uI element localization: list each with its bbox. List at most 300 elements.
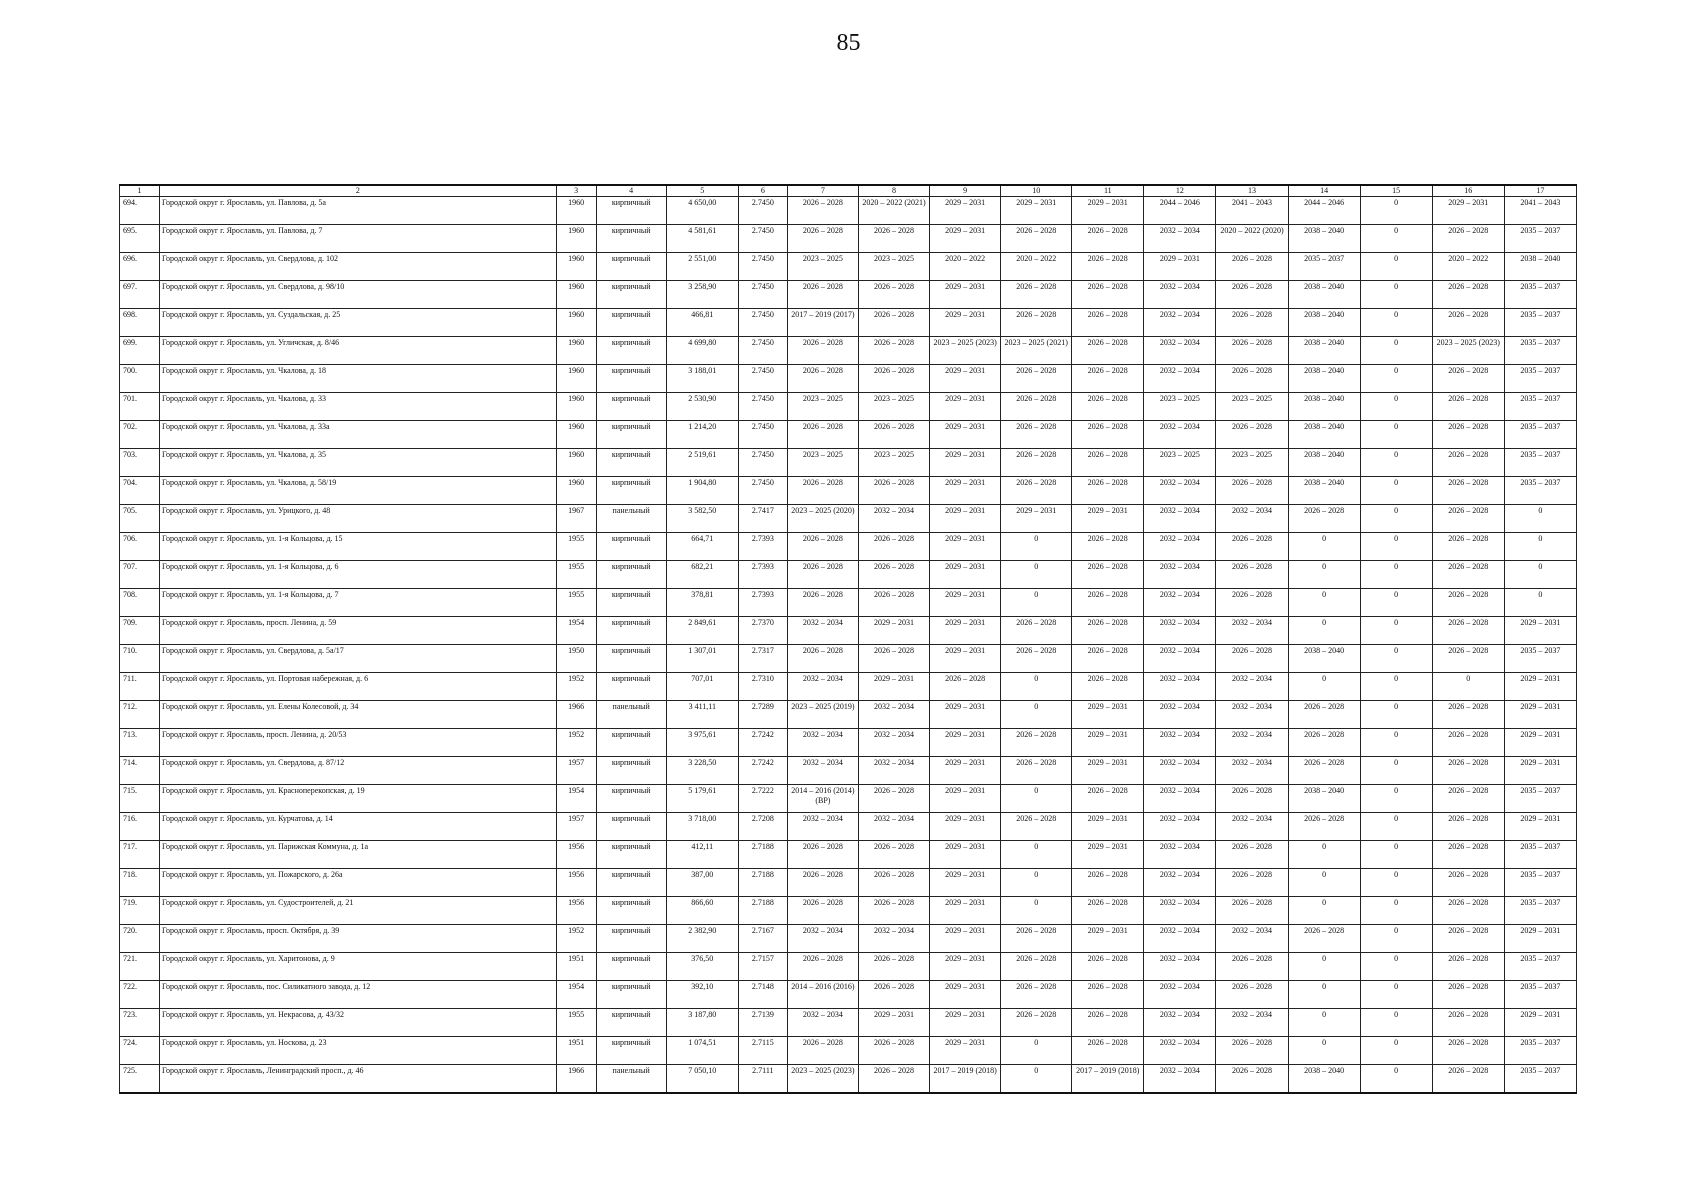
table-row <box>120 197 1577 225</box>
table-cell: 387,00 <box>666 869 738 897</box>
table-cell: 0 <box>1360 1037 1432 1065</box>
table-cell: 2026 – 2028 <box>1216 841 1288 869</box>
table-cell: 2014 – 2016 (2014) (ВР) <box>787 785 858 813</box>
register-table <box>119 184 1577 1094</box>
table-cell: 2026 – 2028 <box>1288 757 1360 785</box>
column-number: 13 <box>1216 185 1288 197</box>
table-cell: 2023 – 2025 <box>1144 393 1216 421</box>
table-cell: 2029 – 2031 <box>930 813 1001 841</box>
table-row <box>120 1037 1577 1065</box>
table-cell: 2026 – 2028 <box>1072 365 1144 393</box>
address-cell: Городской округ г. Ярославль, ул. Свердлова, д. 102 <box>160 253 557 281</box>
table-cell: 2032 – 2034 <box>1144 561 1216 589</box>
table-row <box>120 225 1577 253</box>
table-row <box>120 953 1577 981</box>
row-number-cell: 704. <box>120 477 160 505</box>
table-cell: 2023 – 2025 (2021) <box>1001 337 1072 365</box>
table-cell: 2.7450 <box>738 253 787 281</box>
table-cell: 2017 – 2019 (2018) <box>1072 1065 1144 1094</box>
table-cell: 0 <box>1360 645 1432 673</box>
table-cell: 2026 – 2028 <box>1432 729 1504 757</box>
table-cell: 0 <box>1001 897 1072 925</box>
table-cell: 0 <box>1360 505 1432 533</box>
table-cell: 2038 – 2040 <box>1288 449 1360 477</box>
table-cell: 2026 – 2028 <box>787 365 858 393</box>
table-cell: 2026 – 2028 <box>1072 225 1144 253</box>
table-cell: 2029 – 2031 <box>930 729 1001 757</box>
row-number-cell: 710. <box>120 645 160 673</box>
table-cell: 0 <box>1001 673 1072 701</box>
table-cell: 2032 – 2034 <box>1144 1037 1216 1065</box>
table-cell: 2020 – 2022 <box>930 253 1001 281</box>
column-number: 8 <box>858 185 929 197</box>
table-cell: 2023 – 2025 (2023) <box>1432 337 1504 365</box>
table-cell: 0 <box>1288 1037 1360 1065</box>
table-cell: 0 <box>1360 365 1432 393</box>
table-cell: 2035 – 2037 <box>1504 281 1576 309</box>
table-cell: 2023 – 2025 (2023) <box>930 337 1001 365</box>
table-cell: 0 <box>1360 589 1432 617</box>
table-cell: 0 <box>1360 673 1432 701</box>
table-cell: 2026 – 2028 <box>1216 1065 1288 1094</box>
table-cell: 1957 <box>556 813 596 841</box>
table-cell: 0 <box>1360 477 1432 505</box>
table-cell: 2026 – 2028 <box>858 421 929 449</box>
table-cell: 0 <box>1360 701 1432 729</box>
table-cell: 2026 – 2028 <box>1432 785 1504 813</box>
table-cell: 0 <box>1001 785 1072 813</box>
table-cell: 2032 – 2034 <box>787 925 858 953</box>
row-number-cell: 715. <box>120 785 160 813</box>
table-cell: 2029 – 2031 <box>858 617 929 645</box>
table-cell: 2026 – 2028 <box>1001 365 1072 393</box>
table-cell: 2020 – 2022 (2020) <box>1216 225 1288 253</box>
table-cell: 2029 – 2031 <box>930 841 1001 869</box>
address-cell: Городской округ г. Ярославль, ул. Красноперекопская, д. 19 <box>160 785 557 813</box>
table-cell: 2.7115 <box>738 1037 787 1065</box>
table-cell: 2.7188 <box>738 841 787 869</box>
address-cell: Городской округ г. Ярославль, ул. Харитонова, д. 9 <box>160 953 557 981</box>
table-row <box>120 1065 1577 1094</box>
table-cell: кирпичный <box>596 925 666 953</box>
table-cell: 1960 <box>556 337 596 365</box>
table-cell: кирпичный <box>596 841 666 869</box>
table-cell: 2026 – 2028 <box>1216 421 1288 449</box>
table-cell: 0 <box>1360 449 1432 477</box>
table-cell: 2023 – 2025 <box>858 253 929 281</box>
table-cell: 2026 – 2028 <box>1072 337 1144 365</box>
table-cell: 2029 – 2031 <box>930 869 1001 897</box>
table-cell: 2026 – 2028 <box>787 897 858 925</box>
column-number: 3 <box>556 185 596 197</box>
table-cell: 2020 – 2022 <box>1001 253 1072 281</box>
column-number: 1 <box>120 185 160 197</box>
table-cell: 1966 <box>556 701 596 729</box>
row-number-cell: 702. <box>120 421 160 449</box>
table-row <box>120 981 1577 1009</box>
table-cell: 0 <box>1360 897 1432 925</box>
table-cell: 1955 <box>556 561 596 589</box>
table-cell: 1 214,20 <box>666 421 738 449</box>
table-row <box>120 561 1577 589</box>
table-cell: 2026 – 2028 <box>1288 729 1360 757</box>
table-cell: 2.7188 <box>738 869 787 897</box>
table-cell: 2029 – 2031 <box>930 449 1001 477</box>
table-cell: 0 <box>1288 561 1360 589</box>
table-cell: 0 <box>1001 589 1072 617</box>
table-cell: 2029 – 2031 <box>1504 813 1576 841</box>
table-row <box>120 337 1577 365</box>
table-cell: 2032 – 2034 <box>1144 589 1216 617</box>
table-cell: кирпичный <box>596 253 666 281</box>
row-number-cell: 714. <box>120 757 160 785</box>
table-cell: 2035 – 2037 <box>1504 393 1576 421</box>
table-cell: 1951 <box>556 953 596 981</box>
address-cell: Городской округ г. Ярославль, ул. Угличская, д. 8/46 <box>160 337 557 365</box>
address-cell: Городской округ г. Ярославль, ул. Павлова, д. 5а <box>160 197 557 225</box>
table-row <box>120 1009 1577 1037</box>
table-cell: 2.7148 <box>738 981 787 1009</box>
table-cell: 2032 – 2034 <box>1216 673 1288 701</box>
table-cell: 2026 – 2028 <box>858 897 929 925</box>
table-cell: 2026 – 2028 <box>858 981 929 1009</box>
table-cell: 2026 – 2028 <box>930 673 1001 701</box>
table-cell: 2029 – 2031 <box>930 281 1001 309</box>
table-cell: 1966 <box>556 1065 596 1094</box>
table-cell: 2 530,90 <box>666 393 738 421</box>
table-cell: 2023 – 2025 (2023) <box>787 1065 858 1094</box>
table-cell: кирпичный <box>596 449 666 477</box>
table-cell: 2035 – 2037 <box>1504 869 1576 897</box>
table-cell: кирпичный <box>596 589 666 617</box>
table-cell: 0 <box>1360 925 1432 953</box>
table-cell: 2029 – 2031 <box>930 1037 1001 1065</box>
table-cell: 2.7417 <box>738 505 787 533</box>
table-cell: 2032 – 2034 <box>1144 365 1216 393</box>
table-cell: 2038 – 2040 <box>1504 253 1576 281</box>
table-cell: 2035 – 2037 <box>1504 449 1576 477</box>
table-cell: 2029 – 2031 <box>930 393 1001 421</box>
table-cell: 2026 – 2028 <box>1216 253 1288 281</box>
table-cell: 2026 – 2028 <box>1072 617 1144 645</box>
table-cell: 2.7450 <box>738 365 787 393</box>
table-cell: 1954 <box>556 785 596 813</box>
table-cell: 0 <box>1001 533 1072 561</box>
table-cell: 2023 – 2025 <box>1144 449 1216 477</box>
table-cell: 2026 – 2028 <box>1216 785 1288 813</box>
table-cell: 4 581,61 <box>666 225 738 253</box>
table-cell: 2032 – 2034 <box>858 757 929 785</box>
table-cell: кирпичный <box>596 729 666 757</box>
table-cell: 2032 – 2034 <box>1144 309 1216 337</box>
table-cell: 2032 – 2034 <box>1144 477 1216 505</box>
table-cell: 2032 – 2034 <box>1216 757 1288 785</box>
table-cell: 2038 – 2040 <box>1288 785 1360 813</box>
table-cell: 2029 – 2031 <box>1072 841 1144 869</box>
table-cell: 682,21 <box>666 561 738 589</box>
table-cell: 2026 – 2028 <box>1001 1009 1072 1037</box>
table-cell: 2044 – 2046 <box>1288 197 1360 225</box>
table-cell: 2026 – 2028 <box>858 645 929 673</box>
table-cell: 2032 – 2034 <box>858 505 929 533</box>
address-cell: Городской округ г. Ярославль, пос. Силикатного завода, д. 12 <box>160 981 557 1009</box>
table-cell: 2032 – 2034 <box>1216 729 1288 757</box>
table-cell: кирпичный <box>596 645 666 673</box>
table-cell: 2029 – 2031 <box>1504 757 1576 785</box>
table-cell: 2029 – 2031 <box>1504 729 1576 757</box>
address-cell: Городской округ г. Ярославль, ул. Пожарского, д. 26а <box>160 869 557 897</box>
table-cell: 2026 – 2028 <box>858 309 929 337</box>
table-cell: 2029 – 2031 <box>858 673 929 701</box>
table-cell: 0 <box>1288 1009 1360 1037</box>
table-cell: 2026 – 2028 <box>1432 925 1504 953</box>
address-cell: Городской округ г. Ярославль, ул. Суздальская, д. 25 <box>160 309 557 337</box>
table-row <box>120 589 1577 617</box>
table-cell: 2026 – 2028 <box>1072 449 1144 477</box>
row-number-cell: 706. <box>120 533 160 561</box>
table-row <box>120 505 1577 533</box>
address-cell: Городской округ г. Ярославль, ул. Свердлова, д. 5а/17 <box>160 645 557 673</box>
table-cell: 2029 – 2031 <box>1504 925 1576 953</box>
table-cell: кирпичный <box>596 897 666 925</box>
table-row <box>120 785 1577 813</box>
table-cell: 0 <box>1504 561 1576 589</box>
table-cell: 2026 – 2028 <box>1432 701 1504 729</box>
table-cell: 2026 – 2028 <box>1001 953 1072 981</box>
table-cell: 2026 – 2028 <box>787 561 858 589</box>
table-cell: 2032 – 2034 <box>1144 869 1216 897</box>
table-row <box>120 701 1577 729</box>
table-cell: 2029 – 2031 <box>930 925 1001 953</box>
table-cell: 2023 – 2025 <box>787 393 858 421</box>
table-cell: 2026 – 2028 <box>1216 645 1288 673</box>
table-cell: 0 <box>1288 953 1360 981</box>
table-cell: 2029 – 2031 <box>1072 505 1144 533</box>
table-cell: 2026 – 2028 <box>1001 981 1072 1009</box>
table-cell: 2032 – 2034 <box>1144 757 1216 785</box>
table-cell: 2026 – 2028 <box>1072 869 1144 897</box>
table-cell: 0 <box>1288 897 1360 925</box>
table-cell: 3 187,80 <box>666 1009 738 1037</box>
table-cell: 2035 – 2037 <box>1504 337 1576 365</box>
table-cell: 0 <box>1360 1009 1432 1037</box>
column-number: 7 <box>787 185 858 197</box>
row-number-cell: 697. <box>120 281 160 309</box>
table-cell: 2035 – 2037 <box>1504 841 1576 869</box>
table-cell: 1952 <box>556 925 596 953</box>
table-cell: 2026 – 2028 <box>787 1037 858 1065</box>
table-cell: 2038 – 2040 <box>1288 281 1360 309</box>
table-cell: 2026 – 2028 <box>1216 365 1288 393</box>
table-cell: 2026 – 2028 <box>1432 421 1504 449</box>
table-cell: 2029 – 2031 <box>930 953 1001 981</box>
table-cell: 3 718,00 <box>666 813 738 841</box>
table-row <box>120 757 1577 785</box>
table-cell: 2029 – 2031 <box>930 561 1001 589</box>
address-cell: Городской округ г. Ярославль, ул. Елены Колесовой, д. 34 <box>160 701 557 729</box>
table-cell: 2032 – 2034 <box>787 673 858 701</box>
table-cell: 2026 – 2028 <box>1072 281 1144 309</box>
table-cell: 2032 – 2034 <box>1144 421 1216 449</box>
table-cell: 2026 – 2028 <box>1216 1037 1288 1065</box>
table-cell: кирпичный <box>596 393 666 421</box>
table-cell: 2026 – 2028 <box>1432 897 1504 925</box>
table-cell: 0 <box>1360 309 1432 337</box>
table-cell: 2032 – 2034 <box>1144 897 1216 925</box>
table-cell: 4 699,80 <box>666 337 738 365</box>
table-cell: 2.7222 <box>738 785 787 813</box>
table-cell: 2029 – 2031 <box>930 981 1001 1009</box>
table-cell: кирпичный <box>596 757 666 785</box>
table-cell: 2026 – 2028 <box>1432 281 1504 309</box>
table-cell: 2038 – 2040 <box>1288 225 1360 253</box>
table-cell: 2029 – 2031 <box>1504 673 1576 701</box>
table-cell: 2.7450 <box>738 281 787 309</box>
table-cell: 0 <box>1360 281 1432 309</box>
table-cell: кирпичный <box>596 421 666 449</box>
table-cell: 866,60 <box>666 897 738 925</box>
table-cell: 2029 – 2031 <box>930 757 1001 785</box>
table-cell: 2029 – 2031 <box>930 225 1001 253</box>
table-cell: кирпичный <box>596 477 666 505</box>
table-cell: 2026 – 2028 <box>1432 589 1504 617</box>
row-number-cell: 725. <box>120 1065 160 1094</box>
table-cell: 2032 – 2034 <box>1144 813 1216 841</box>
table-cell: 2029 – 2031 <box>930 1009 1001 1037</box>
table-cell: 1960 <box>556 225 596 253</box>
table-cell: 2032 – 2034 <box>1144 645 1216 673</box>
table-cell: 2029 – 2031 <box>1072 701 1144 729</box>
table-cell: 2020 – 2022 (2021) <box>858 197 929 225</box>
table-cell: 2038 – 2040 <box>1288 1065 1360 1094</box>
table-cell: кирпичный <box>596 533 666 561</box>
table-cell: 664,71 <box>666 533 738 561</box>
table-cell: 1 904,80 <box>666 477 738 505</box>
table-cell: кирпичный <box>596 617 666 645</box>
table-cell: 1960 <box>556 421 596 449</box>
table-cell: 2026 – 2028 <box>1432 841 1504 869</box>
table-row <box>120 673 1577 701</box>
table-cell: кирпичный <box>596 281 666 309</box>
table-cell: 2.7317 <box>738 645 787 673</box>
address-cell: Городской округ г. Ярославль, ул. Павлова, д. 7 <box>160 225 557 253</box>
table-cell: 2026 – 2028 <box>1432 953 1504 981</box>
row-number-cell: 719. <box>120 897 160 925</box>
table-cell: 1960 <box>556 449 596 477</box>
row-number-cell: 713. <box>120 729 160 757</box>
table-cell: 2026 – 2028 <box>1432 645 1504 673</box>
table-cell: 2029 – 2031 <box>1072 925 1144 953</box>
table-cell: 2029 – 2031 <box>930 477 1001 505</box>
table-cell: 2026 – 2028 <box>1072 785 1144 813</box>
table-row <box>120 421 1577 449</box>
table-cell: 2026 – 2028 <box>858 953 929 981</box>
table-cell: 1 307,01 <box>666 645 738 673</box>
table-cell: 2032 – 2034 <box>1144 533 1216 561</box>
table-cell: 2029 – 2031 <box>930 421 1001 449</box>
address-cell: Городской округ г. Ярославль, ул. Курчатова, д. 14 <box>160 813 557 841</box>
table-cell: 2038 – 2040 <box>1288 645 1360 673</box>
table-cell: 2032 – 2034 <box>1216 813 1288 841</box>
table-cell: панельный <box>596 1065 666 1094</box>
column-number: 5 <box>666 185 738 197</box>
row-number-cell: 718. <box>120 869 160 897</box>
table-cell: 2026 – 2028 <box>1001 729 1072 757</box>
table-cell: 0 <box>1001 1037 1072 1065</box>
table-cell: 2032 – 2034 <box>1144 337 1216 365</box>
table-cell: 2026 – 2028 <box>1072 897 1144 925</box>
page-number: 85 <box>836 30 861 56</box>
table-cell: 2032 – 2034 <box>1144 1065 1216 1094</box>
column-number: 12 <box>1144 185 1216 197</box>
table-cell: 2.7450 <box>738 197 787 225</box>
table-row <box>120 813 1577 841</box>
table-cell: 2026 – 2028 <box>1216 281 1288 309</box>
table-cell: 2.7242 <box>738 729 787 757</box>
table-cell: 2029 – 2031 <box>930 309 1001 337</box>
table-cell: 1955 <box>556 589 596 617</box>
table-cell: 2032 – 2034 <box>1144 617 1216 645</box>
table-cell: 3 258,90 <box>666 281 738 309</box>
table-cell: 2038 – 2040 <box>1288 309 1360 337</box>
row-number-cell: 707. <box>120 561 160 589</box>
table-cell: 2032 – 2034 <box>1144 981 1216 1009</box>
table-cell: 2.7450 <box>738 337 787 365</box>
table-cell: 2017 – 2019 (2018) <box>930 1065 1001 1094</box>
table-cell: 2.7289 <box>738 701 787 729</box>
table-cell: 2029 – 2031 <box>1144 253 1216 281</box>
table-cell: 2026 – 2028 <box>1216 561 1288 589</box>
row-number-cell: 695. <box>120 225 160 253</box>
table-cell: 0 <box>1288 589 1360 617</box>
table-cell: 2026 – 2028 <box>787 421 858 449</box>
table-cell: 2032 – 2034 <box>1144 673 1216 701</box>
table-cell: 1957 <box>556 757 596 785</box>
table-cell: 1960 <box>556 253 596 281</box>
table-row <box>120 925 1577 953</box>
table-cell: 2017 – 2019 (2017) <box>787 309 858 337</box>
table-cell: 2.7242 <box>738 757 787 785</box>
table-cell: 2026 – 2028 <box>787 281 858 309</box>
table-cell: 1967 <box>556 505 596 533</box>
table-cell: 0 <box>1288 869 1360 897</box>
table-cell: 2029 – 2031 <box>930 617 1001 645</box>
table-cell: кирпичный <box>596 981 666 1009</box>
column-number: 11 <box>1072 185 1144 197</box>
table-cell: 2026 – 2028 <box>1432 309 1504 337</box>
table-cell: 2029 – 2031 <box>1432 197 1504 225</box>
table-cell: 2026 – 2028 <box>1216 589 1288 617</box>
table-cell: 2032 – 2034 <box>1144 729 1216 757</box>
table-cell: 2026 – 2028 <box>1432 477 1504 505</box>
table-cell: 2023 – 2025 <box>787 449 858 477</box>
table-cell: 1952 <box>556 673 596 701</box>
table-row <box>120 309 1577 337</box>
table-row <box>120 477 1577 505</box>
table-cell: 2026 – 2028 <box>1072 421 1144 449</box>
table-cell: 2029 – 2031 <box>930 365 1001 393</box>
table-cell: 5 179,61 <box>666 785 738 813</box>
table-cell: 2026 – 2028 <box>1072 953 1144 981</box>
table-cell: 2032 – 2034 <box>1144 925 1216 953</box>
table-cell: 2026 – 2028 <box>1001 617 1072 645</box>
table-cell: 2026 – 2028 <box>1432 1065 1504 1094</box>
table-cell: 2029 – 2031 <box>1504 701 1576 729</box>
table-cell: 2.7450 <box>738 393 787 421</box>
table-cell: 2032 – 2034 <box>1144 281 1216 309</box>
table-row <box>120 281 1577 309</box>
table-cell: 1960 <box>556 197 596 225</box>
